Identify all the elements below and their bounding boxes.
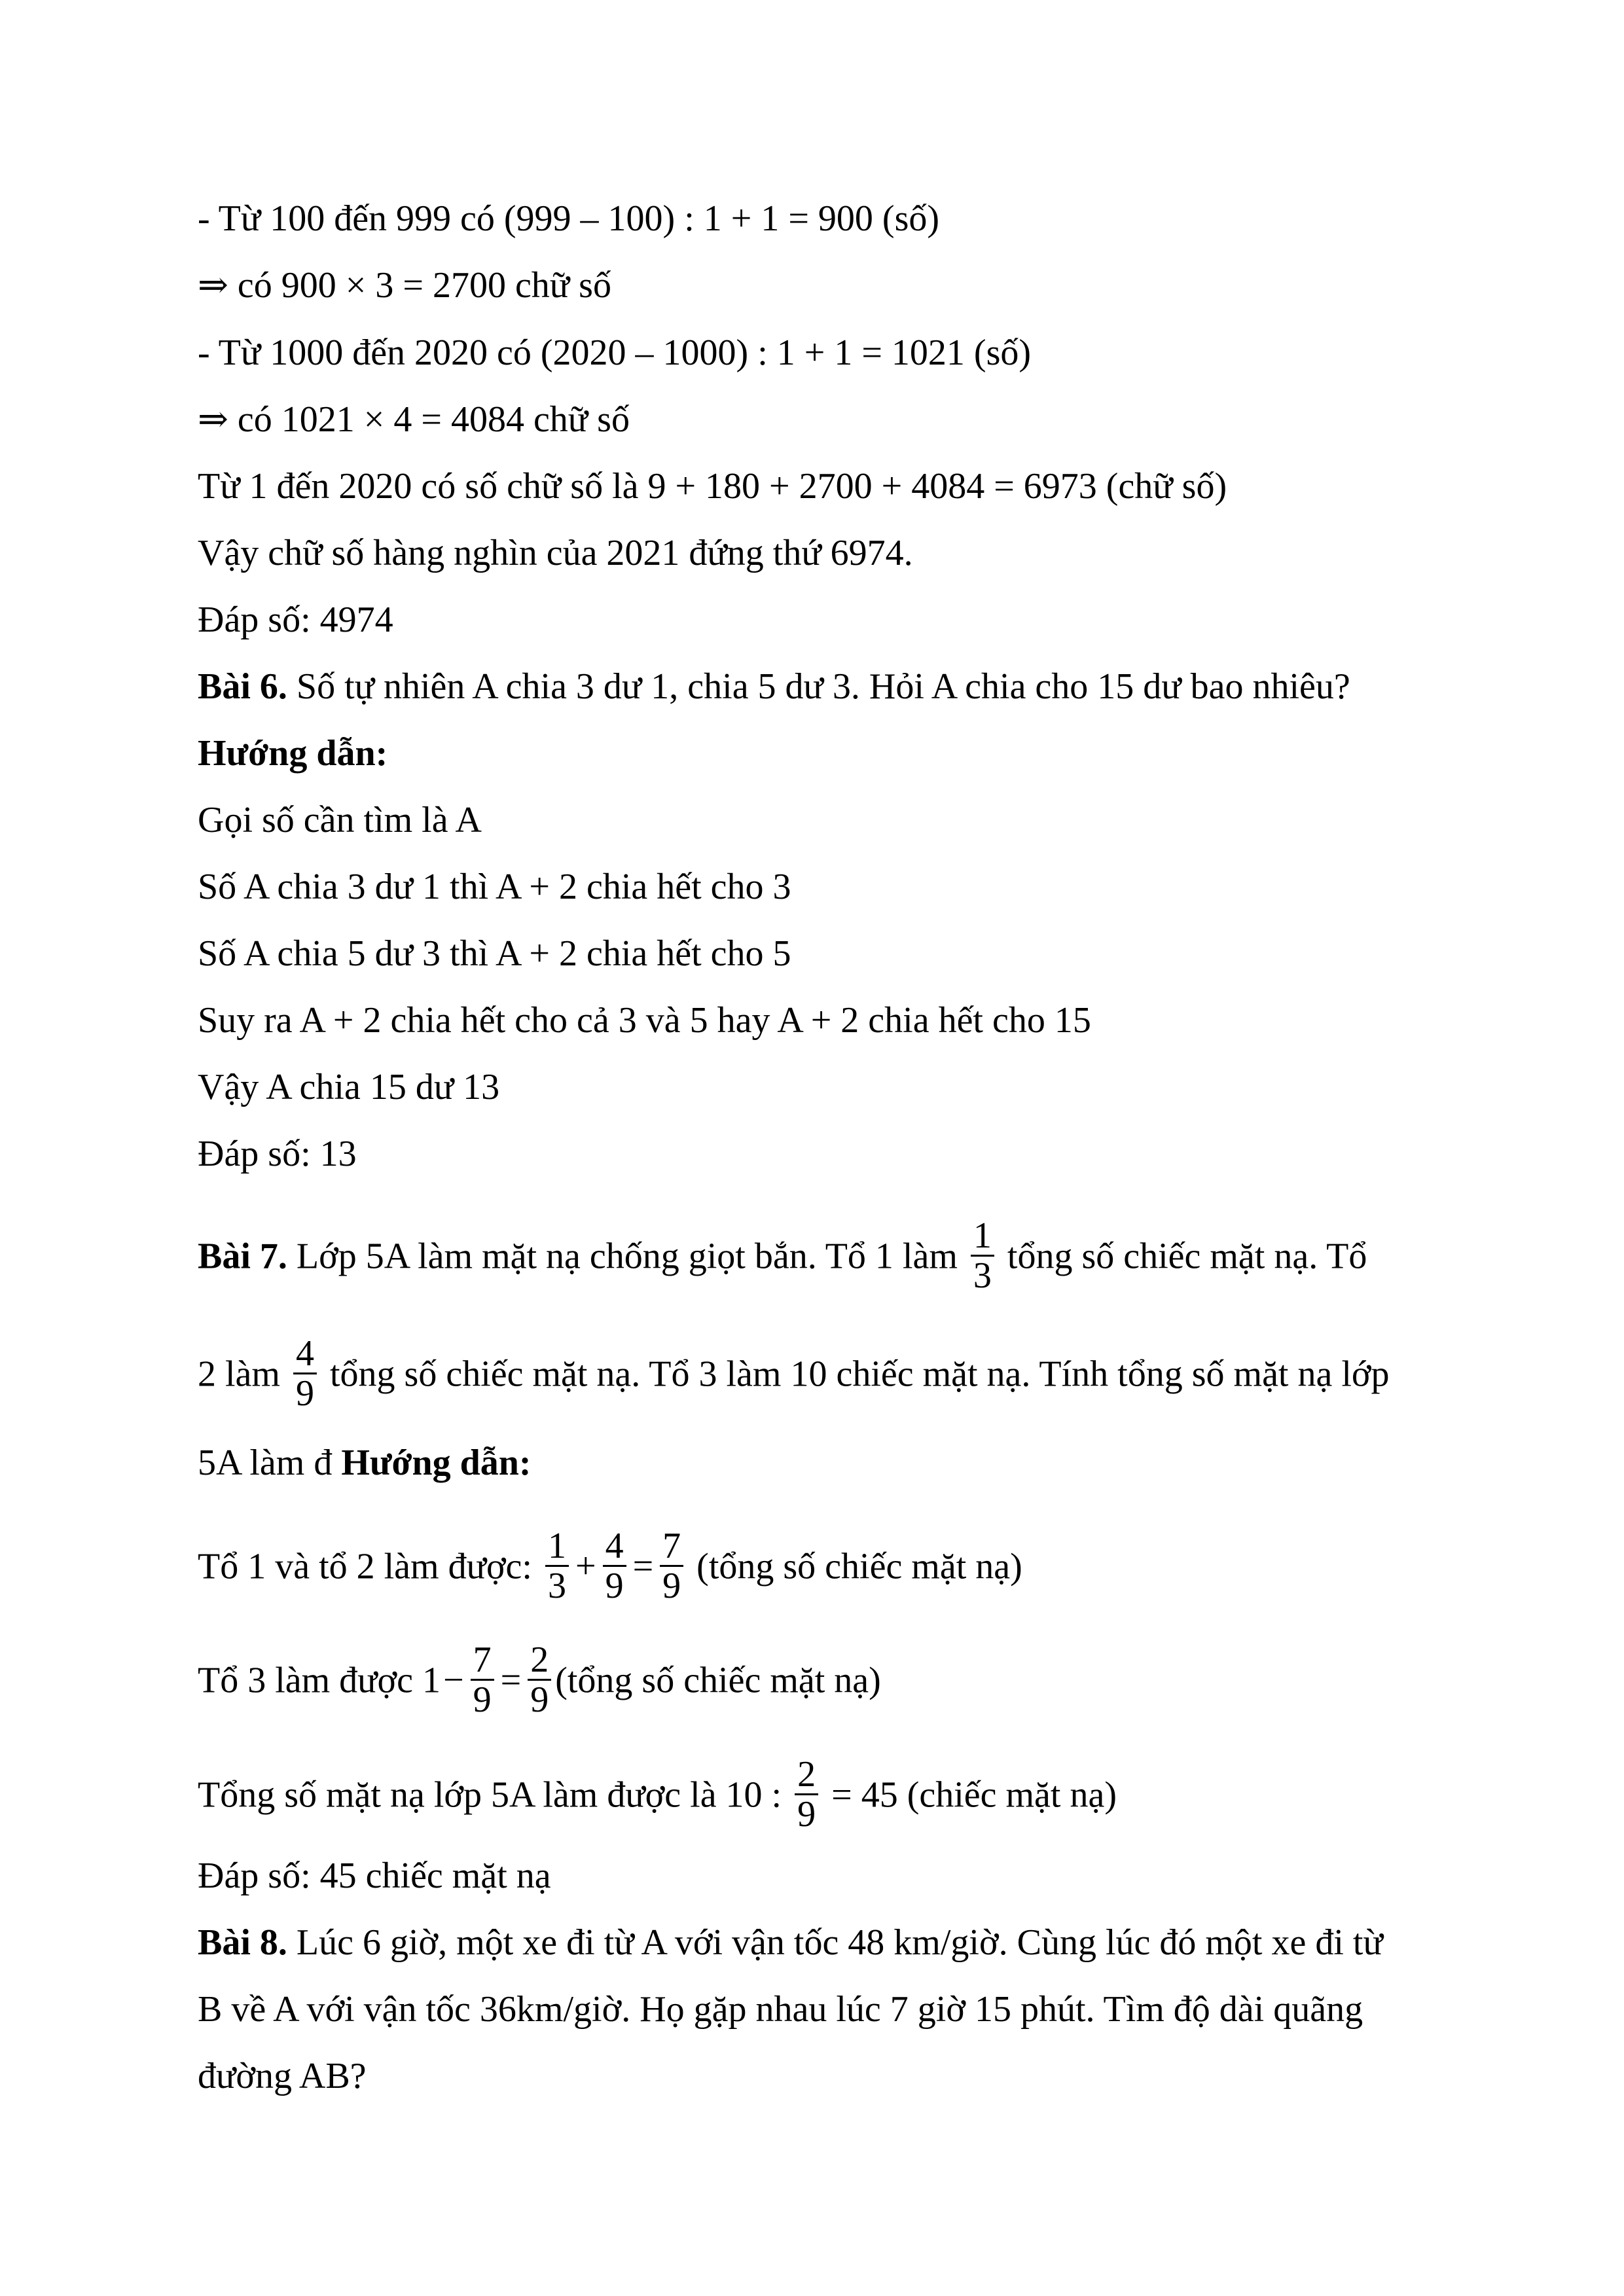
solution-line: ⇒ có 1021 × 4 = 4084 chữ số <box>198 399 630 440</box>
problem-label: Bài 7. <box>198 1236 287 1277</box>
equals-sign: = <box>500 1660 522 1701</box>
solution-line: - Từ 1000 đến 2020 có (2020 – 1000) : 1 + 1 = 1021 (số) <box>198 332 1032 373</box>
solution-line: - Từ 100 đến 999 có (999 – 100) : 1 + 1 = 900 (số) <box>198 198 940 239</box>
fraction-denominator: 9 <box>295 1373 314 1414</box>
fraction <box>528 1641 551 1719</box>
problem-text: Lớp 5A làm mặt nạ chống giọt bắn. Tổ 1 làm <box>287 1236 958 1277</box>
problem-7-line-1 <box>198 1215 1367 1299</box>
problem-text: 5A làm đ <box>198 1443 342 1483</box>
fraction-numerator: 1 <box>545 1527 569 1567</box>
solution-line: Vậy A chia 15 dư 13 <box>198 1067 500 1107</box>
fraction <box>293 1335 317 1412</box>
fraction <box>660 1527 683 1605</box>
solution-line: Số A chia 5 dư 3 thì A + 2 chia hết cho 5 <box>198 933 791 974</box>
fraction <box>795 1755 818 1833</box>
equals-sign: = <box>632 1546 654 1587</box>
problem-8-line-2: B về A với vận tốc 36km/giờ. Họ gặp nhau lúc 7 giờ 15 phút. Tìm độ dài quãng <box>198 1989 1363 2030</box>
fraction-denominator: 3 <box>547 1566 566 1606</box>
fraction-numerator: 7 <box>471 1641 494 1681</box>
fraction-numerator: 1 <box>971 1217 994 1257</box>
solution-line: Suy ra A + 2 chia hết cho cả 3 và 5 hay A + 2 chia hết cho 15 <box>198 1000 1091 1041</box>
problem-text: tổng số chiếc mặt nạ. Tổ <box>1007 1236 1367 1277</box>
solution-line: Từ 1 đến 2020 có số chữ số là 9 + 180 + 2700 + 4084 = 6973 (chữ số) <box>198 466 1227 507</box>
fraction-denominator: 9 <box>473 1679 492 1720</box>
fraction-denominator: 9 <box>797 1794 816 1835</box>
solution-text: Tổ 3 làm được 1 <box>198 1660 441 1701</box>
solution-text: (tổng số chiếc mặt nạ) <box>696 1546 1022 1587</box>
solution-line <box>198 1526 1022 1609</box>
plus-sign: + <box>575 1546 596 1587</box>
fraction-denominator: 9 <box>605 1566 624 1606</box>
answer-line: Đáp số: 4974 <box>198 600 393 640</box>
problem-label: Bài 6. <box>198 666 287 707</box>
problem-text: Số tự nhiên A chia 3 dư 1, chia 5 dư 3. Hỏi A chia cho 15 dư bao nhiêu? <box>287 666 1350 707</box>
solution-line: Vậy chữ số hàng nghìn của 2021 đứng thứ 6974. <box>198 533 913 573</box>
problem-7-line-3 <box>198 1439 532 1486</box>
fraction-denominator: 3 <box>973 1255 992 1296</box>
problem-6 <box>198 663 1350 710</box>
fraction-numerator: 4 <box>293 1335 317 1374</box>
problem-8-line-3: đường AB? <box>198 2056 367 2096</box>
fraction <box>471 1641 494 1719</box>
problem-7-line-2 <box>198 1333 1390 1416</box>
problem-label: Bài 8. <box>198 1922 287 1963</box>
solution-text: = 45 <box>831 1774 898 1816</box>
fraction-numerator: 2 <box>795 1755 818 1795</box>
solution-line <box>198 1640 881 1723</box>
fraction-denominator: 9 <box>530 1679 549 1720</box>
problem-text: tổng số chiếc mặt nạ. Tổ 3 làm 10 chiếc mặt nạ. Tính tổng số mặt nạ lớp <box>329 1354 1390 1395</box>
problem-text: Lúc 6 giờ, một xe đi từ A với vận tốc 48 km/giờ. Cùng lúc đó một xe đi từ <box>287 1922 1383 1963</box>
solution-text: (tổng số chiếc mặt nạ) <box>555 1660 881 1701</box>
solution-text: Tổng số mặt nạ lớp 5A làm được là 10 : <box>198 1774 782 1816</box>
problem-text: 2 làm <box>198 1354 280 1395</box>
solution-line <box>198 1754 1117 1837</box>
fraction <box>545 1527 569 1605</box>
fraction-numerator: 4 <box>603 1527 626 1567</box>
fraction <box>971 1217 994 1295</box>
fraction-numerator: 2 <box>528 1641 551 1681</box>
solution-text: Tổ 1 và tổ 2 làm được: <box>198 1546 532 1587</box>
solution-text: (chiếc mặt nạ) <box>907 1774 1117 1816</box>
problem-8-line-1 <box>198 1919 1383 1966</box>
solution-line: Gọi số cần tìm là A <box>198 800 482 840</box>
solution-line: ⇒ có 900 × 3 = 2700 chữ số <box>198 265 611 306</box>
guide-heading: Hướng dẫn: <box>198 733 388 774</box>
answer-line: Đáp số: 13 <box>198 1134 357 1174</box>
fraction <box>603 1527 626 1605</box>
minus-sign: − <box>443 1660 464 1701</box>
fraction-numerator: 7 <box>660 1527 683 1567</box>
fraction-denominator: 9 <box>662 1566 681 1606</box>
answer-line: Đáp số: 45 chiếc mặt nạ <box>198 1856 551 1896</box>
guide-heading: Hướng dẫn: <box>341 1443 532 1483</box>
solution-line: Số A chia 3 dư 1 thì A + 2 chia hết cho 3 <box>198 867 791 907</box>
